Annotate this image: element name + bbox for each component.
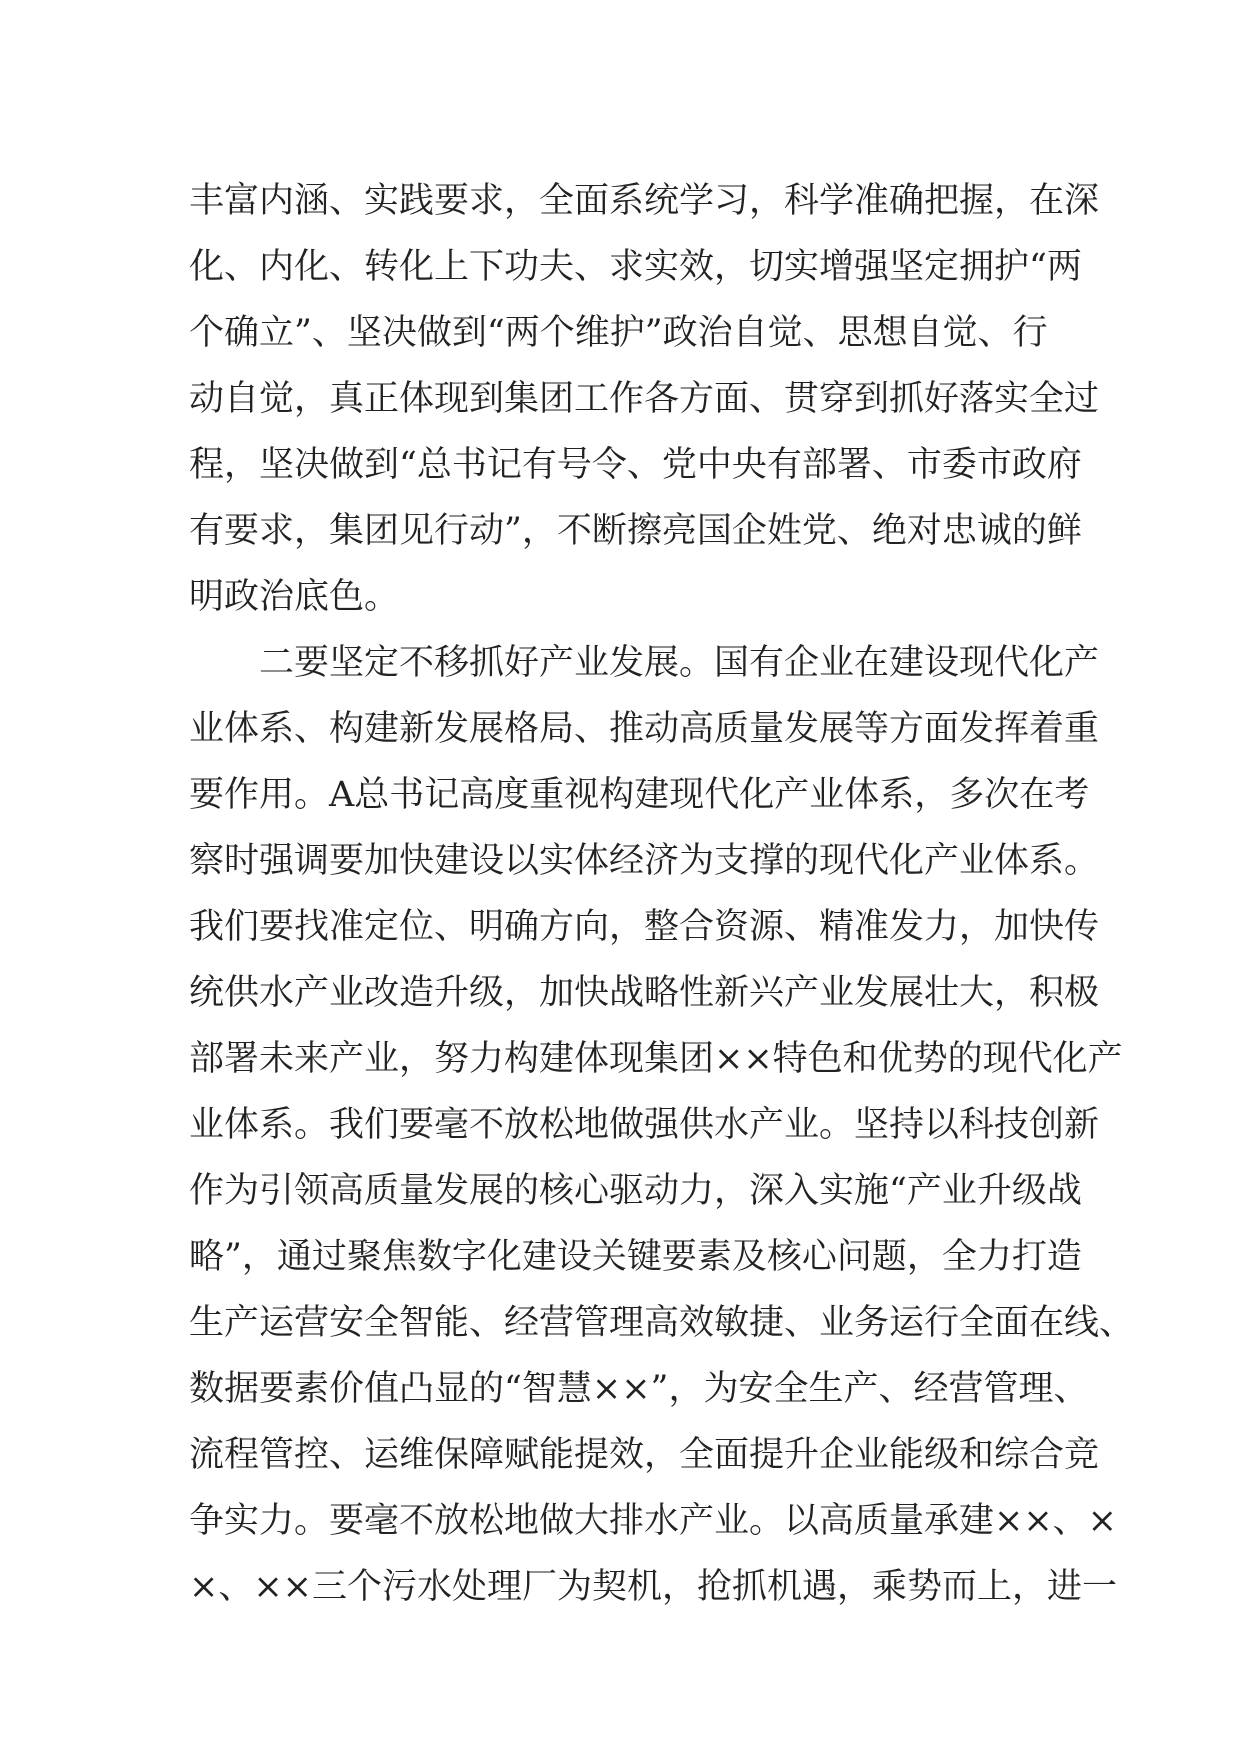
text-line: 流程管控、运维保障赋能提效，全面提升企业能级和综合竞 [189,1435,1100,1475]
text-line: ×、××三个污水处理厂为契机，抢抓机遇，乘势而上，进一 [189,1567,1117,1607]
text-line: 部署未来产业，努力构建体现集团××特色和优势的现代化产 [189,1039,1123,1079]
text-line: 我们要找准定位、明确方向，整合资源、精准发力，加快传 [189,907,1100,947]
text-line: 明政治底色。 [189,577,400,617]
text-line: 数据要素价值凸显的“智慧××”，为安全生产、经营管理、 [189,1369,1089,1409]
text-line: 程，坚决做到“总书记有号令、党中央有部署、市委市政府 [189,445,1082,485]
document-body [189,168,1135,1620]
text-line: 生产运营安全智能、经营管理高效敏捷、业务运行全面在线、 [189,1303,1135,1343]
text-line: 个确立”、坚决做到“两个维护”政治自觉、思想自觉、行 [189,313,1048,353]
text-line: 察时强调要加快建设以实体经济为支撑的现代化产业体系。 [189,841,1100,881]
text-line: 业体系、构建新发展格局、推动高质量发展等方面发挥着重 [189,709,1100,749]
text-line: 动自觉，真正体现到集团工作各方面、贯穿到抓好落实全过 [189,379,1100,419]
text-line: 业体系。我们要毫不放松地做强供水产业。坚持以科技创新 [189,1105,1100,1145]
text-line: 略”，通过聚焦数字化建设关键要素及核心问题，全力打造 [189,1237,1082,1277]
text-line: 争实力。要毫不放松地做大排水产业。以高质量承建××、× [189,1501,1117,1541]
text-line: 作为引领高质量发展的核心驱动力，深入实施“产业升级战 [189,1171,1082,1211]
text-line: 要作用。A总书记高度重视构建现代化产业体系，多次在考 [189,775,1090,815]
text-line: 化、内化、转化上下功夫、求实效，切实增强坚定拥护“两 [189,247,1082,287]
text-line: 统供水产业改造升级，加快战略性新兴产业发展壮大，积极 [189,973,1100,1013]
text-line: 二要坚定不移抓好产业发展。国有企业在建设现代化产 [189,643,1100,683]
text-line: 有要求，集团见行动”，不断擦亮国企姓党、绝对忠诚的鲜 [189,511,1082,551]
text-line: 丰富内涵、实践要求，全面系统学习，科学准确把握，在深 [189,181,1100,221]
